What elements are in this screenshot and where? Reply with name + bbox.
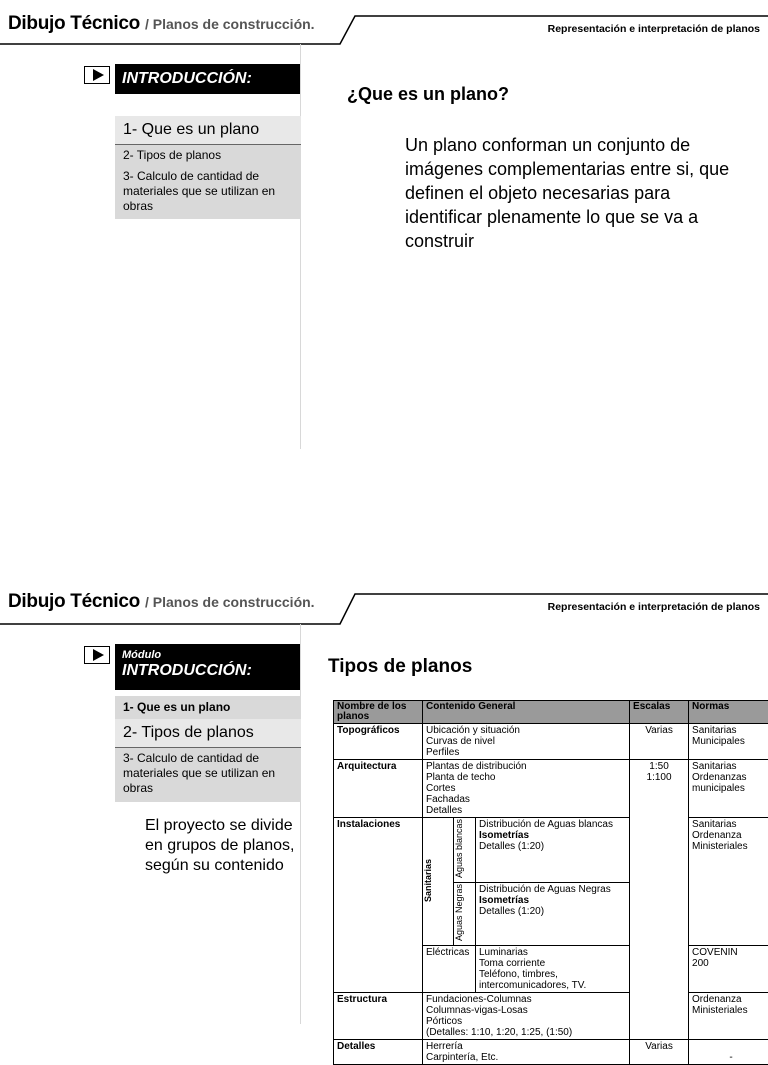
plan-name: Topográficos	[334, 724, 423, 760]
plan-name: Detalles	[334, 1040, 423, 1065]
table-header-row	[334, 701, 768, 724]
menu-item-calculo-materiales[interactable]: 3- Calculo de cantidad de materiales que se utilizan en obras	[115, 166, 301, 219]
header-cell: Nombre de los planos	[334, 701, 423, 724]
table-row	[334, 1040, 768, 1065]
menu-item-que-es-un-plano[interactable]: 1- Que es un plano	[115, 116, 301, 145]
course-subtitle: / Planos de construcción.	[145, 594, 315, 610]
electricas-cell: Eléctricas	[423, 946, 476, 993]
header-title	[8, 13, 315, 35]
play-icon[interactable]	[84, 646, 110, 664]
plan-name: Estructura	[334, 993, 423, 1040]
table-row	[334, 818, 768, 883]
course-subtitle: / Planos de construcción.	[145, 16, 315, 32]
plan-content: Luminarias Toma corriente Teléfono, timbres, intercomunicadores, TV.	[476, 946, 630, 993]
intro-label: INTRODUCCIÓN:	[122, 64, 300, 94]
plan-norms: Sanitarias Ordenanza Ministeriales	[689, 818, 768, 946]
table-row	[334, 724, 768, 760]
module-label: Módulo	[122, 644, 300, 662]
slide-que-es-un-plano	[0, 0, 768, 520]
table-row	[334, 760, 768, 818]
plan-content: Plantas de distribución Planta de techo Cortes Fachadas Detalles	[423, 760, 630, 818]
plan-norms: Sanitarias Ordenanzas municipales	[689, 760, 768, 818]
question-title: ¿Que es un plano?	[347, 84, 509, 105]
plan-norms: Sanitarias Municipales	[689, 724, 768, 760]
play-icon[interactable]	[84, 66, 110, 84]
topic-menu	[115, 116, 301, 219]
header-cell: Normas	[689, 701, 768, 724]
aguas-negras-cell: Aguas Negras	[454, 883, 476, 946]
column-divider	[300, 624, 301, 1024]
plan-name: Instalaciones	[334, 818, 423, 993]
plan-scale: Varias	[630, 1040, 689, 1065]
header-title	[8, 591, 315, 613]
intro-label: INTRODUCCIÓN:	[122, 662, 300, 680]
table-row	[334, 993, 768, 1040]
course-title: Dibujo Técnico	[8, 13, 140, 34]
header-topic: Representación e interpretación de planos	[548, 601, 760, 613]
aguas-blancas-cell: Aguas blancas	[454, 818, 476, 883]
plan-norms: COVENIN 200	[689, 946, 768, 993]
menu-item-tipos-de-planos[interactable]: 2- Tipos de planos	[115, 145, 301, 166]
project-description: El proyecto se divide en grupos de planos, según su contenido	[145, 816, 295, 876]
plan-content: Ubicación y situación Curvas de nivel Perfiles	[423, 724, 630, 760]
slide-tipos-de-planos	[0, 580, 768, 1024]
intro-heading	[115, 644, 300, 690]
plan-content: Distribución de Aguas blancas Isometrías Detalles (1:20)	[476, 818, 630, 883]
course-title: Dibujo Técnico	[8, 591, 140, 612]
plan-content: Distribución de Aguas Negras Isometrías Detalles (1:20)	[476, 883, 630, 946]
plan-name: Arquitectura	[334, 760, 423, 818]
plan-scale: Varias	[630, 724, 689, 760]
header-topic: Representación e interpretación de planos	[548, 23, 760, 35]
plan-content: Fundaciones-Columnas Columnas-vigas-Losas Pórticos (Detalles: 1:10, 1:20, 1:25, (1:50)	[423, 993, 630, 1040]
plan-types-table	[333, 700, 768, 1065]
section-title: Tipos de planos	[328, 656, 472, 678]
definition-text: Un plano conforman un conjunto de imágenes complementarias entre si, que definen el objeto necesarias para identificar plenamente lo que se va a construir	[405, 133, 735, 253]
intro-heading	[115, 64, 300, 94]
menu-item-que-es-un-plano[interactable]: 1- Que es un plano	[115, 696, 301, 719]
topic-menu	[115, 696, 301, 802]
header-cell: Escalas	[630, 701, 689, 724]
plan-norms: Ordenanza Ministeriales	[689, 993, 768, 1040]
plan-scale: 1:50 1:100	[630, 760, 689, 1040]
menu-item-calculo-materiales[interactable]: 3- Calculo de cantidad de materiales que se utilizan en obras	[115, 748, 301, 802]
menu-item-tipos-de-planos[interactable]: 2- Tipos de planos	[115, 719, 301, 748]
header-cell: Contenido General	[423, 701, 630, 724]
plan-content: Herrería Carpintería, Etc.	[423, 1040, 630, 1065]
sanitarias-cell: Sanitarias	[423, 818, 454, 946]
column-divider	[300, 44, 301, 449]
plan-norms: -	[689, 1040, 768, 1065]
